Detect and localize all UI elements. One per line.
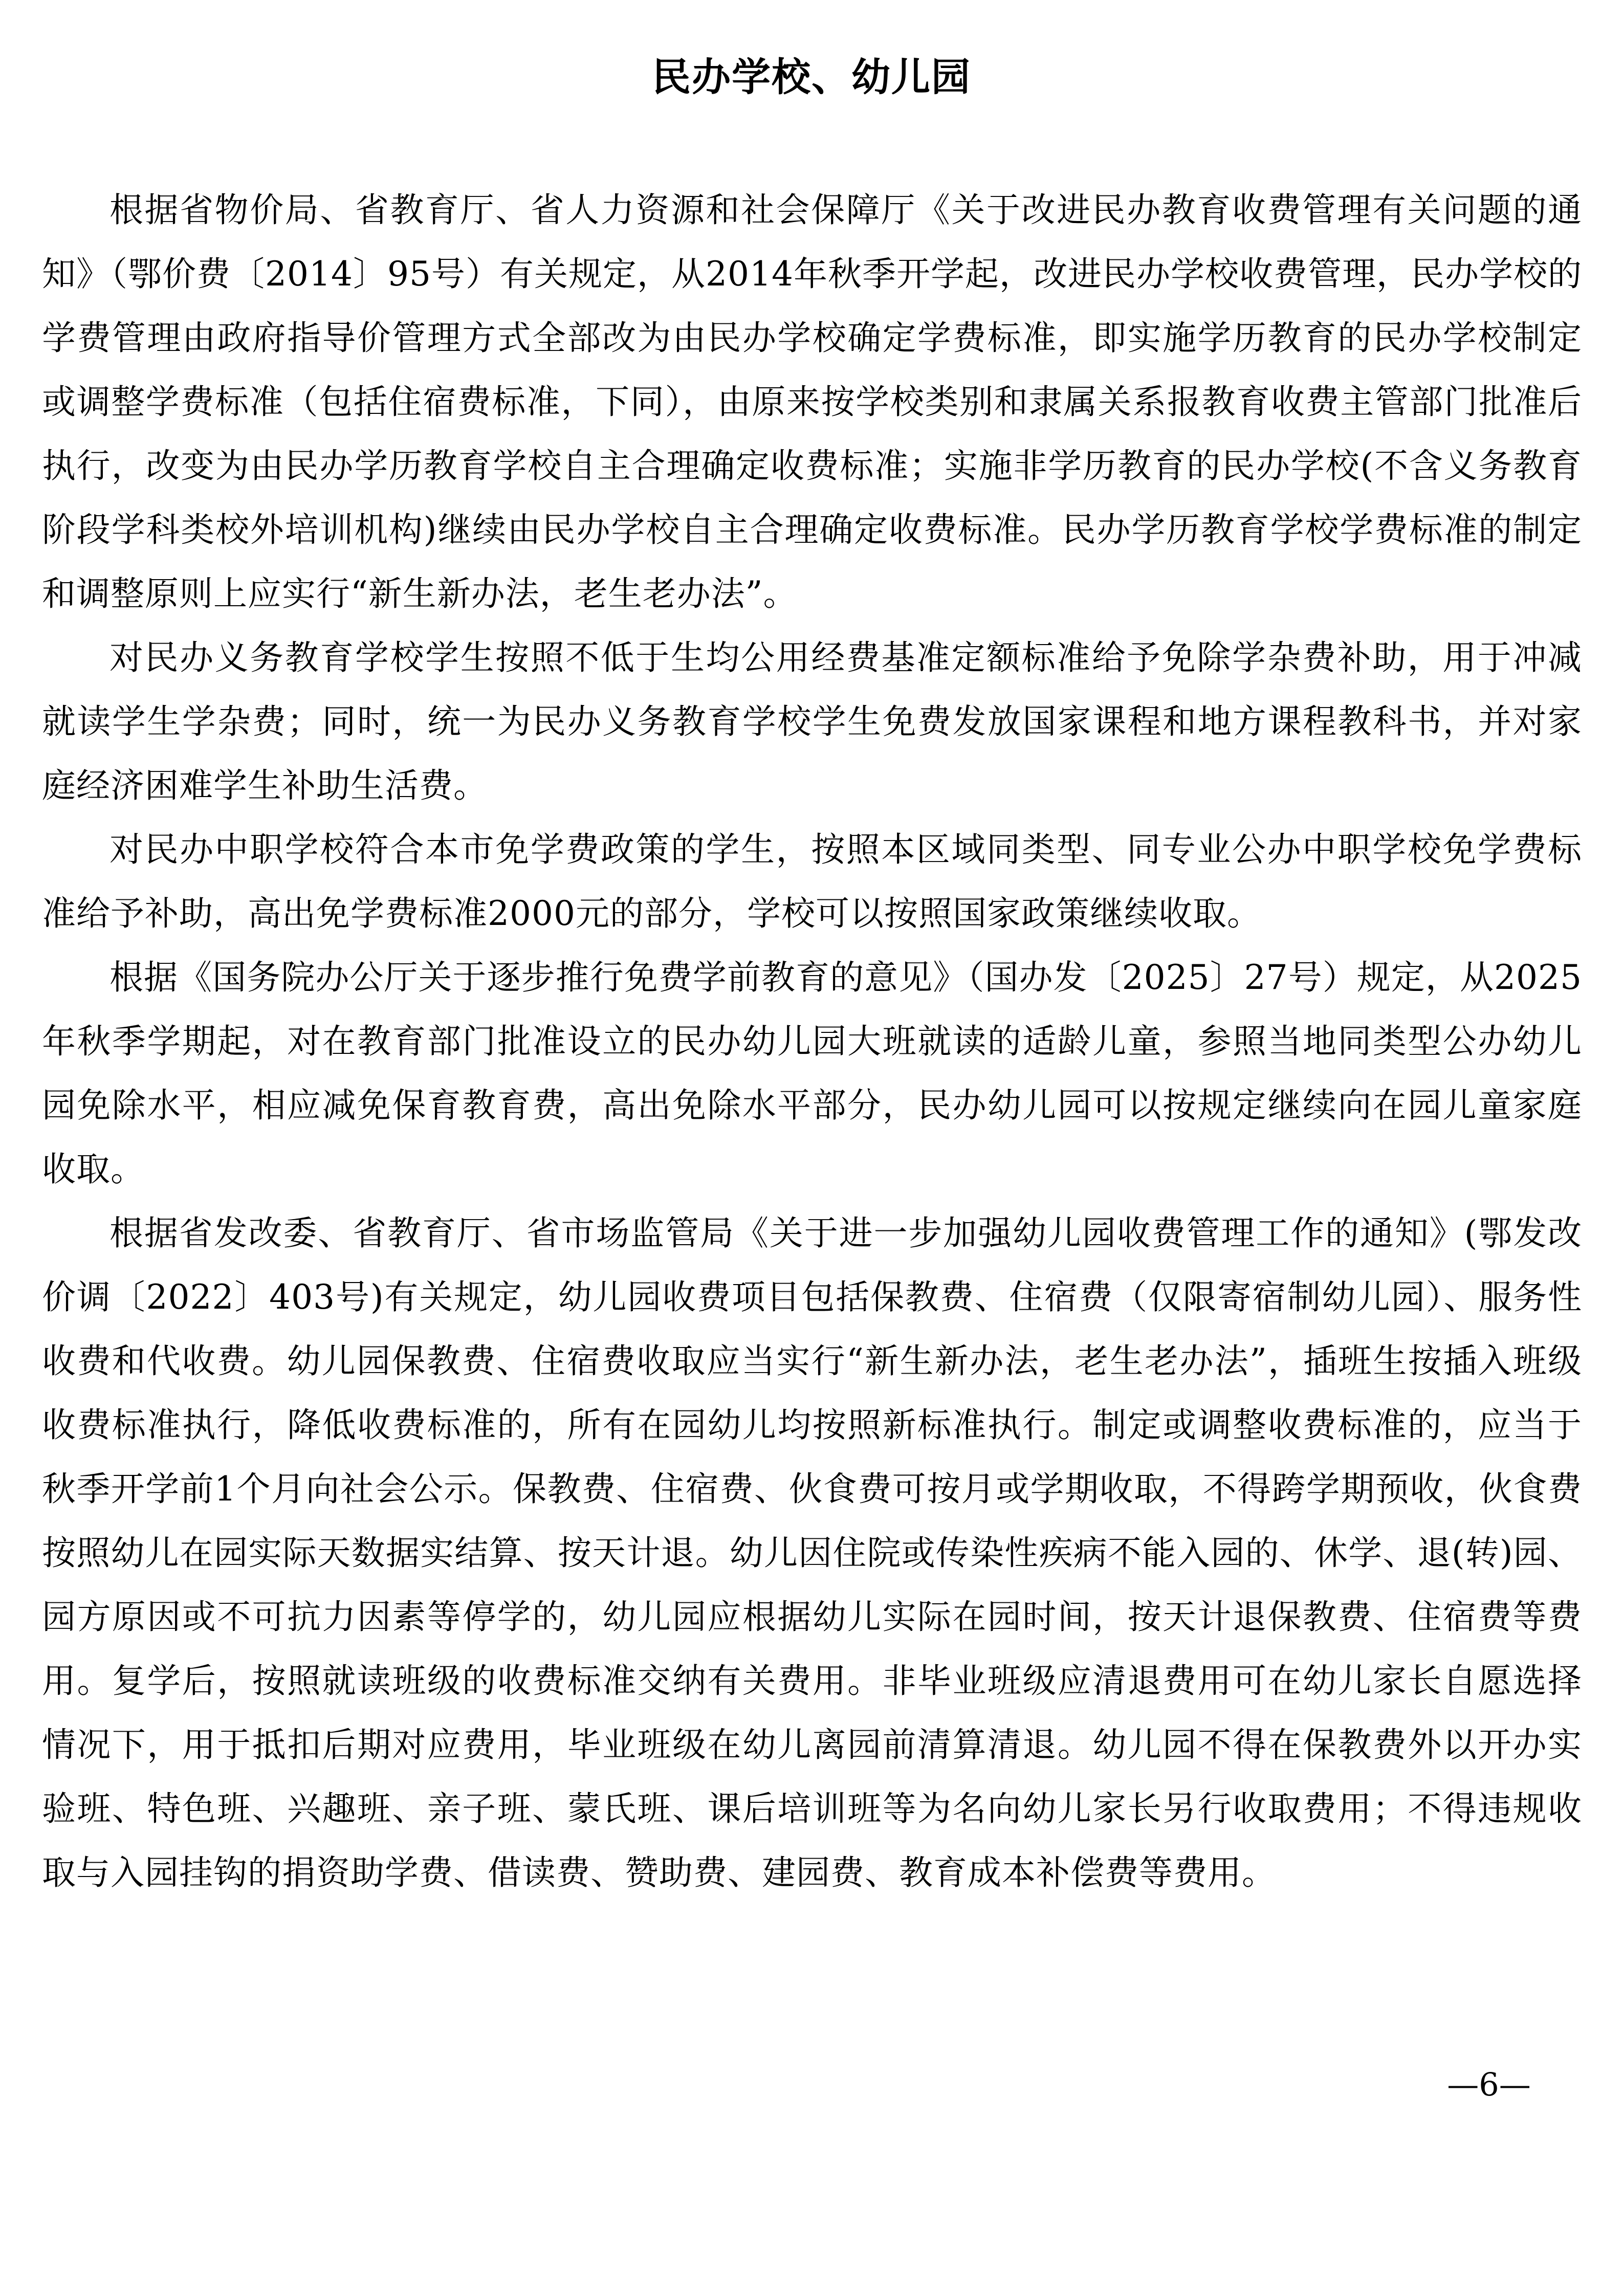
document-body xyxy=(42,178,1582,1905)
paragraph-private-school-fees: 根据省物价局、省教育厅、省人力资源和社会保障厅《关于改进民办教育收费管理有关问题的通知》（鄂价费〔2014〕95号）有关规定，从2014年秋季开学起，改进民办学校收费管理，民办学校的学费管理由政府指导价管理方式全部改为由民办学校确定学费标准，即实施学历教育的民办学校制定或调整学费标准（包括住宿费标准，下同），由原来按学校类别和隶属关系报教育收费主管部门批准后执行，改变为由民办学历教育学校自主合理确定收费标准；实施非学历教育的民办学校(不含义务教育阶段学科类校外培训机构)继续由民办学校自主合理确定收费标准。民办学历教育学校学费标准的制定和调整原则上应实行“新生新办法，老生老办法”。 xyxy=(42,190,1582,613)
paragraph-kindergarten-fee-management: 根据省发改委、省教育厅、省市场监管局《关于进一步加强幼儿园收费管理工作的通知》(鄂发改价调〔2022〕403号)有关规定，幼儿园收费项目包括保教费、住宿费（仅限寄宿制幼儿园）、服务性收费和代收费。幼儿园保教费、住宿费收取应当实行“新生新办法，老生老办法”，插班生按插入班级收费标准执行，降低收费标准的，所有在园幼儿均按照新标准执行。制定或调整收费标准的，应当于秋季开学前1个月向社会公示。保教费、住宿费、伙食费可按月或学期收取，不得跨学期预收，伙食费按照幼儿在园实际天数据实结算、按天计退。幼儿因住院或传染性疾病不能入园的、休学、退(转)园、园方原因或不可抗力因素等停学的，幼儿园应根据幼儿实际在园时间，按天计退保教费、住宿费等费用。复学后，按照就读班级的收费标准交纳有关费用。非毕业班级应清退费用可在幼儿家长自愿选择情况下，用于抵扣后期对应费用，毕业班级在幼儿离园前清算清退。幼儿园不得在保教费外以开办实验班、特色班、兴趣班、亲子班、蒙氏班、课后培训班等为名向幼儿家长另行收取费用；不得违规收取与入园挂钩的捐资助学费、借读费、赞助费、建园费、教育成本补偿费等费用。 xyxy=(42,1213,1582,1892)
paragraph-free-preschool-education: 根据《国务院办公厅关于逐步推行免费学前教育的意见》（国办发〔2025〕27号）规定，从2025年秋季学期起，对在教育部门批准设立的民办幼儿园大班就读的适龄儿童，参照当地同类型公办幼儿园免除水平，相应减免保育教育费，高出免除水平部分，民办幼儿园可以按规定继续向在园儿童家庭收取。 xyxy=(42,958,1582,1189)
document-title: 民办学校、幼儿园 xyxy=(652,54,971,100)
page-number: —6— xyxy=(1447,2066,1531,2103)
paragraph-compulsory-education-subsidy: 对民办义务教育学校学生按照不低于生均公用经费基准定额标准给予免除学杂费补助，用于冲减就读学生学杂费；同时，统一为民办义务教育学校学生免费发放国家课程和地方课程教科书，并对家庭经济困难学生补助生活费。 xyxy=(42,638,1582,805)
paragraph-vocational-school-subsidy: 对民办中职学校符合本市免学费政策的学生，按照本区域同类型、同专业公办中职学校免学费标准给予补助，高出免学费标准2000元的部分，学校可以按照国家政策继续收取。 xyxy=(42,830,1582,933)
